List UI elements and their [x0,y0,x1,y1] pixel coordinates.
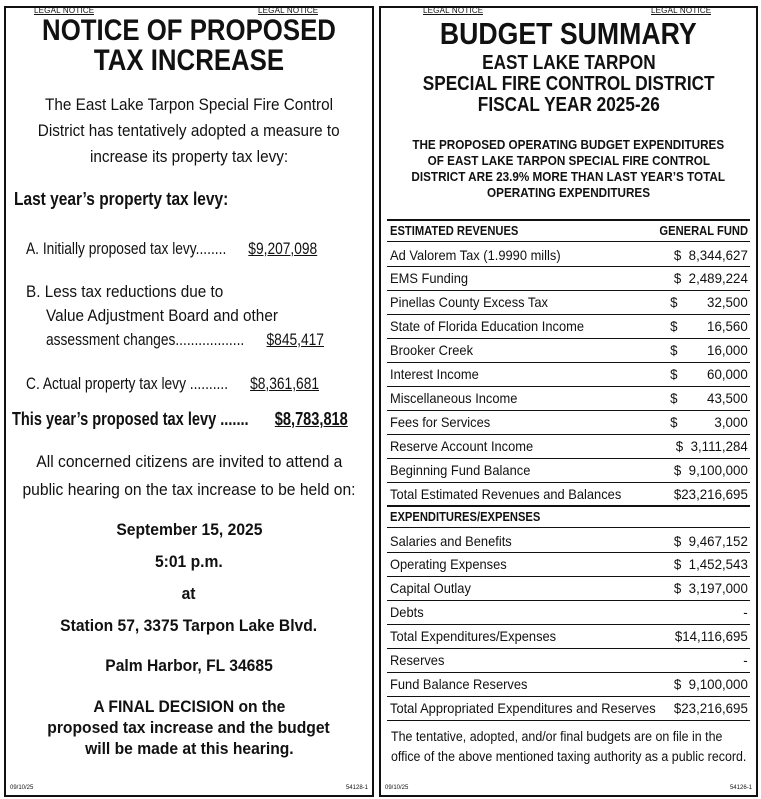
table-row: Fees for Services $ 3,000 [387,410,750,434]
levy-item-b-line-2: Value Adjustment Board and other [46,306,278,325]
this-year-levy-value: $8,783,818 [274,409,348,429]
budget-description: THE PROPOSED OPERATING BUDGET EXPENDITURES OF EAST LAKE TARPON SPECIAL FIRE CONTROL DISTRICT ARE 23.9% MORE THAN LAST YEAR’S TOTAL OPERATING EXPENDITURES [411,137,726,200]
expenditures-table-header [387,505,750,528]
final-decision [6,696,372,759]
table-row-total: Total Appropriated Expenditures and Reserves $23,216,695 [387,696,750,721]
table-row: Reserves - [387,648,750,672]
last-year-heading: Last year’s property tax levy: [14,189,229,209]
expenditures-header: EXPENDITURES/EXPENSES [390,509,541,524]
table-row: State of Florida Education Income $ 16,560 [387,314,750,338]
final-decision-line-1: A FINAL DECISION on the [92,697,286,716]
expenditures-table [387,505,750,721]
levy-item-c-value: $8,361,681 [250,374,320,393]
legal-notice-label: LEGAL NOTICE [423,6,484,15]
fiscal-year: FISCAL YEAR 2025-26 [477,94,660,116]
levy-item-b-line-3: assessment changes..................$845,417 [46,328,362,352]
revenues-table [387,219,750,506]
invite-line-1: All concerned citizens are invited to attend a [35,452,343,471]
district-name-line-1: EAST LAKE TARPON [481,52,656,74]
revenues-table-header [387,219,750,242]
table-row-total: Total Estimated Revenues and Balances $23,216,695 [387,482,750,506]
tax-increase-notice [4,6,374,797]
legal-notice-label: LEGAL NOTICE [651,6,712,15]
budget-note: The tentative, adopted, and/or final budgets are on file in the office of the above mentioned taxing authority as a public record. [391,729,747,764]
footer-date: 09/10/25 [385,785,409,791]
table-row: Interest Income $ 60,000 [387,362,750,386]
budget-title: BUDGET SUMMARY [440,16,697,51]
levy-item-c: C. Actual property tax levy ..........$8,361,681 [26,372,361,396]
legal-notice-label: LEGAL NOTICE [258,6,319,15]
final-decision-line-2: proposed tax increase and the budget [47,718,331,737]
table-row: Pinellas County Excess Tax $ 32,500 [387,290,750,314]
intro-line-1: The East Lake Tarpon Special Fire Control [44,95,334,114]
levy-item-a: A. Initially proposed tax levy........$9,207,098 [26,237,358,261]
table-row: Ad Valorem Tax (1.9990 mills) $ 8,344,627 [390,247,748,263]
footer-code: 54128-1 [345,785,368,791]
budget-title-block [381,18,756,116]
legal-notice-label: LEGAL NOTICE [34,6,95,15]
table-row: Salaries and Benefits $ 9,467,152 [390,533,748,549]
table-row: Miscellaneous Income $ 43,500 [387,386,750,410]
budget-summary [379,6,758,797]
hearing-time: 5:01 p.m. [155,552,223,571]
notice-title-line-2: TAX INCREASE [93,44,285,77]
this-year-levy: This year’s proposed tax levy .......$8,783,818 [12,409,348,429]
levy-item-b: B. Less tax reductions due to [26,282,224,301]
hearing-location: Station 57, 3375 Tarpon Lake Blvd. [60,616,318,635]
footer-code: 54126-1 [729,785,752,791]
table-row: Fund Balance Reserves $ 9,100,000 [387,672,750,696]
hearing-date: September 15, 2025 [115,520,263,539]
footer-date: 09/10/25 [10,785,34,791]
levy-item-b-value: $845,417 [266,330,324,349]
district-name-line-2: SPECIAL FIRE CONTROL DISTRICT [422,73,715,95]
table-row: Brooker Creek $ 16,000 [387,338,750,362]
table-row: Capital Outlay $ 3,197,000 [387,576,750,600]
general-fund-header: GENERAL FUND [659,223,748,238]
table-row: Reserve Account Income $ 3,111,284 [387,434,750,458]
revenues-header: ESTIMATED REVENUES [390,223,519,238]
notice-intro [6,92,372,170]
invite-line-2: public hearing on the tax increase to be held on: [22,480,356,499]
hearing-city: Palm Harbor, FL 34685 [105,656,273,675]
final-decision-line-3: will be made at this hearing. [84,739,294,758]
table-row-total: Total Expenditures/Expenses $14,116,695 [387,624,750,648]
notice-title-line-1: NOTICE OF PROPOSED [42,14,336,47]
intro-line-2: District has tentatively adopted a measure to [38,121,340,140]
notice-title [6,16,372,76]
levy-item-a-value: $9,207,098 [248,239,318,258]
intro-line-3: increase its property tax levy: [89,147,289,166]
table-row: Operating Expenses $ 1,452,543 [387,552,750,576]
table-row: Beginning Fund Balance $ 9,100,000 [387,458,750,482]
table-row: EMS Funding $ 2,489,224 [387,266,750,290]
table-row: Debts - [387,600,750,624]
hearing-at: at [182,584,196,603]
